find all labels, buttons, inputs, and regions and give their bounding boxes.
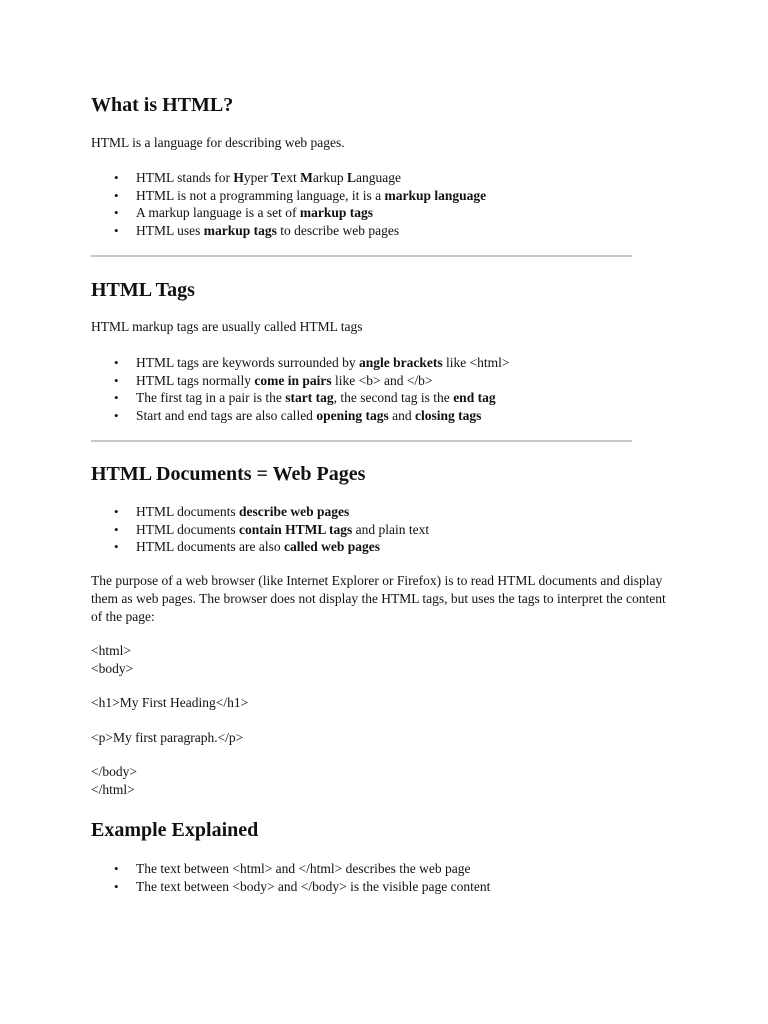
text-run: A markup language is a set of [136, 205, 300, 220]
divider [91, 440, 632, 442]
text-run: HTML documents [136, 521, 239, 537]
list-item [91, 389, 510, 407]
code-line: </html> [91, 782, 135, 797]
list-item [91, 860, 490, 878]
bold-text: markup tags [203, 222, 277, 238]
text-run: , the second tag is the [333, 390, 454, 405]
text-run: and plain text [352, 521, 430, 537]
bold-text: closing tags [414, 407, 482, 423]
intro-what-is-html: HTML is a language for describing web pages. [91, 135, 345, 150]
text-run: Start and end tags are also called [136, 407, 317, 423]
text-run: like <b> and </b> [331, 372, 433, 388]
code-line: <h1>My First Heading</h1> [91, 695, 249, 710]
bold-text: start tag [285, 390, 334, 405]
list-item [91, 372, 510, 390]
bold-text: end tag [453, 390, 496, 405]
list-item [91, 204, 486, 222]
text-run: HTML documents are also [136, 539, 284, 554]
text-run: to describe web pages [276, 222, 400, 238]
list-item [91, 354, 510, 372]
text-run: HTML stands for [136, 170, 234, 185]
code-line: </body> [91, 764, 137, 779]
text-run: anguage [356, 170, 402, 185]
list-item [91, 222, 486, 240]
text-run: HTML tags normally [136, 372, 255, 388]
heading-html-tags: HTML Tags [91, 279, 195, 301]
text-run: The text between <html> and </html> describes the web page [136, 861, 471, 876]
code-line: <html> [91, 643, 131, 658]
list-item [91, 169, 486, 187]
bold-text: opening tags [316, 407, 389, 423]
code-line: <body> [91, 661, 134, 676]
text-run: yper [243, 170, 272, 185]
list-item [91, 187, 486, 205]
list-item [91, 503, 429, 521]
bullet-list-html-documents [91, 503, 429, 556]
text-run: HTML documents [136, 504, 239, 519]
intro-html-tags: HTML markup tags are usually called HTML tags [91, 319, 363, 334]
list-item [91, 538, 429, 556]
heading-example-explained: Example Explained [91, 819, 259, 841]
heading-html-documents: HTML Documents = Web Pages [91, 463, 366, 485]
list-item [91, 407, 510, 425]
code-example-closing [91, 763, 137, 799]
text-run: ext [280, 170, 301, 185]
text-run: The text between <body> and </body> is the visible page content [136, 878, 491, 894]
bullet-list-html-tags [91, 354, 510, 424]
list-item [91, 878, 490, 896]
list-item [91, 521, 429, 539]
text-run: arkup [312, 170, 348, 185]
bold-text: called web pages [283, 539, 380, 554]
code-example [91, 642, 133, 678]
browser-purpose-paragraph: The purpose of a web browser (like Internet Explorer or Firefox) is to read HTML documents and display them as web pages. The browser does not display the HTML tags, but uses the tags to interpret the content of the page: [91, 573, 666, 624]
text-run: The first tag in a pair is the [136, 390, 286, 405]
bold-text: T [271, 170, 281, 185]
bold-text: H [233, 170, 244, 185]
bold-text: markup language [384, 187, 487, 203]
bold-text: contain HTML tags [238, 521, 353, 537]
bold-text: describe web pages [238, 504, 350, 519]
bold-text: come in pairs [254, 372, 332, 388]
bullet-list-what-is-html [91, 169, 486, 239]
bold-text: angle brackets [358, 355, 443, 370]
bold-text: L [347, 170, 357, 185]
bullet-list-example-explained [91, 860, 490, 895]
divider [91, 255, 632, 257]
heading-what-is-html: What is HTML? [91, 94, 234, 116]
code-line: <p>My first paragraph.</p> [91, 730, 244, 745]
text-run: HTML tags are keywords surrounded by [136, 355, 359, 370]
text-run: and [388, 407, 415, 423]
text-run: like <html> [442, 355, 510, 370]
bold-text: M [300, 170, 313, 185]
text-run: HTML is not a programming language, it is a [136, 187, 385, 203]
text-run: HTML uses [136, 222, 204, 238]
bold-text: markup tags [299, 205, 373, 220]
